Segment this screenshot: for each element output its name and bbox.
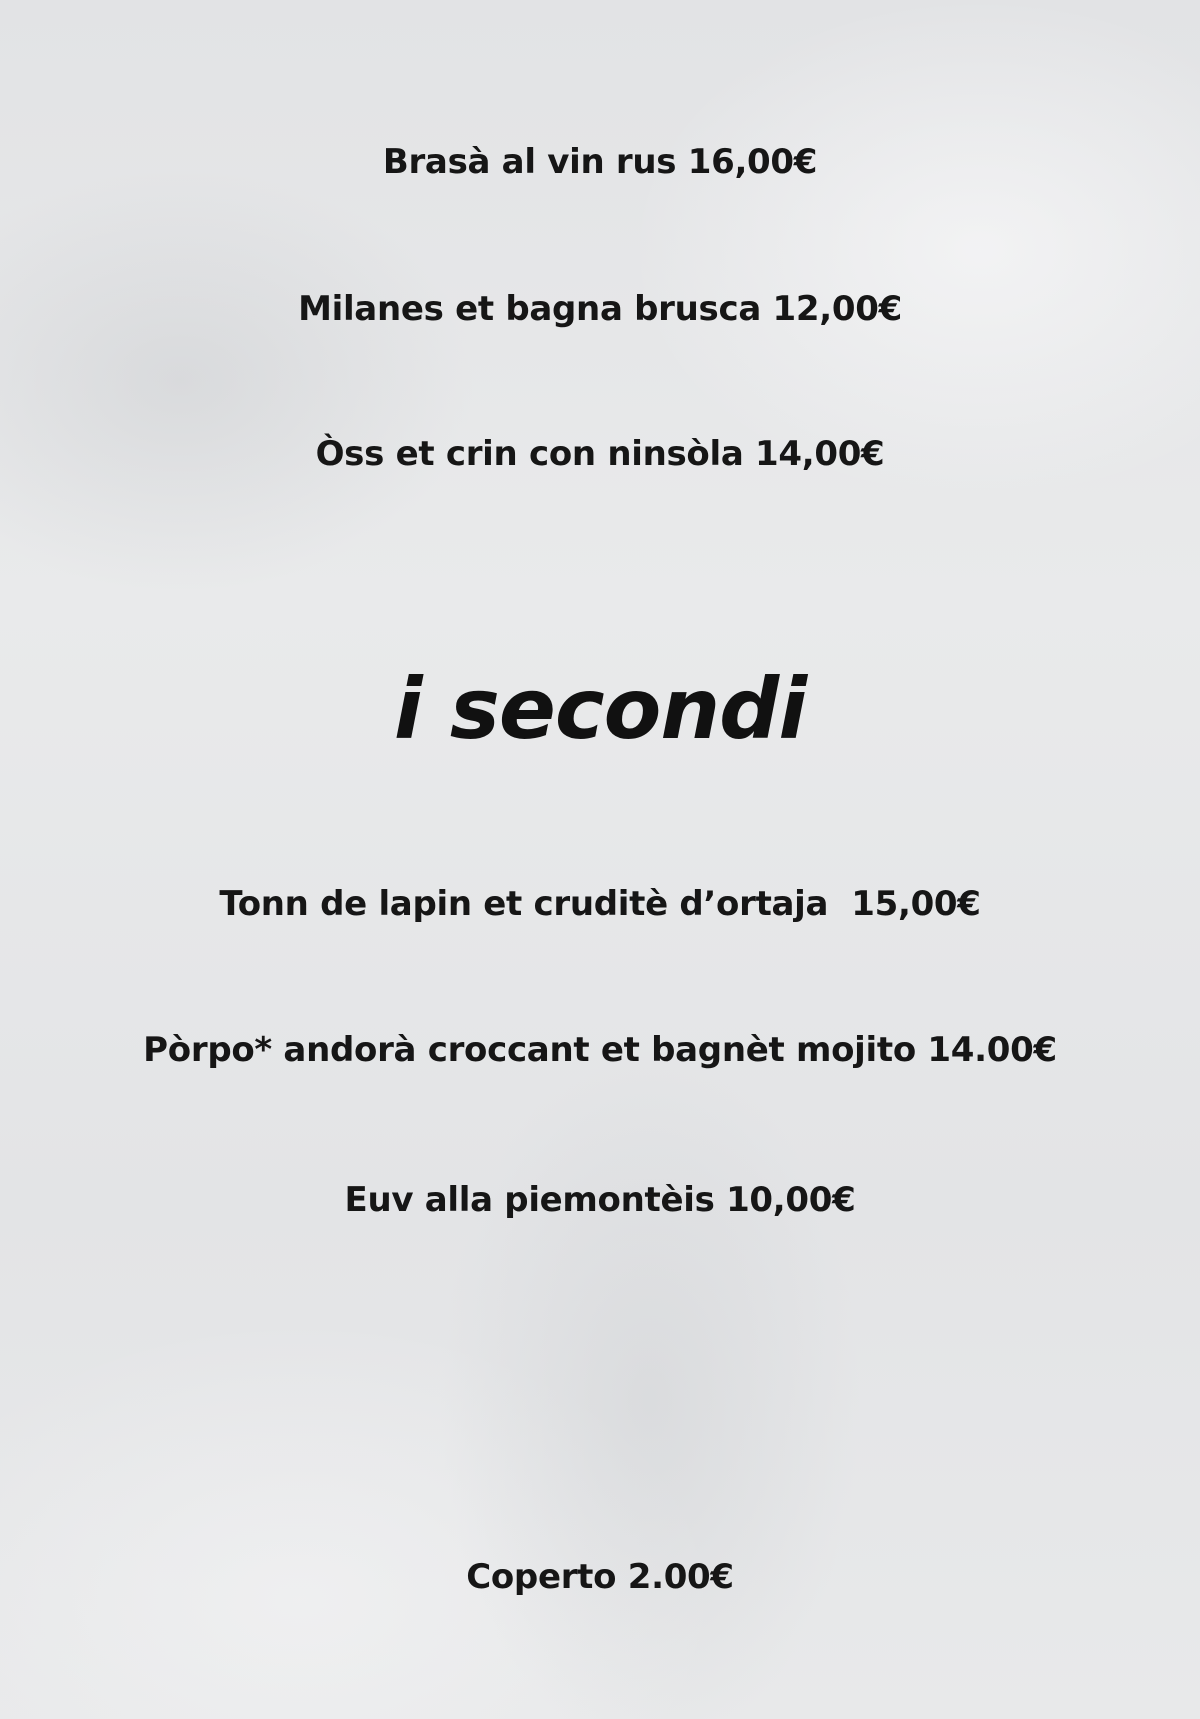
coperto-price: Coperto 2.00€ xyxy=(466,1557,734,1597)
menu-item-oss: Òss et crin con ninsòla 14,00€ xyxy=(315,434,885,474)
menu-item-tonn: Tonn de lapin et cruditè d’ortaja 15,00€ xyxy=(219,884,981,924)
section-title-secondi: i secondi xyxy=(393,660,807,758)
menu-item-brasa: Brasà al vin rus 16,00€ xyxy=(382,142,818,182)
menu-item-porpo: Pòrpo* andorà croccant et bagnèt mojito 14.00€ xyxy=(143,1030,1057,1070)
menu-item-milanes: Milanes et bagna brusca 12,00€ xyxy=(298,289,902,329)
menu-item-euv: Euv alla piemontèis 10,00€ xyxy=(344,1180,856,1220)
